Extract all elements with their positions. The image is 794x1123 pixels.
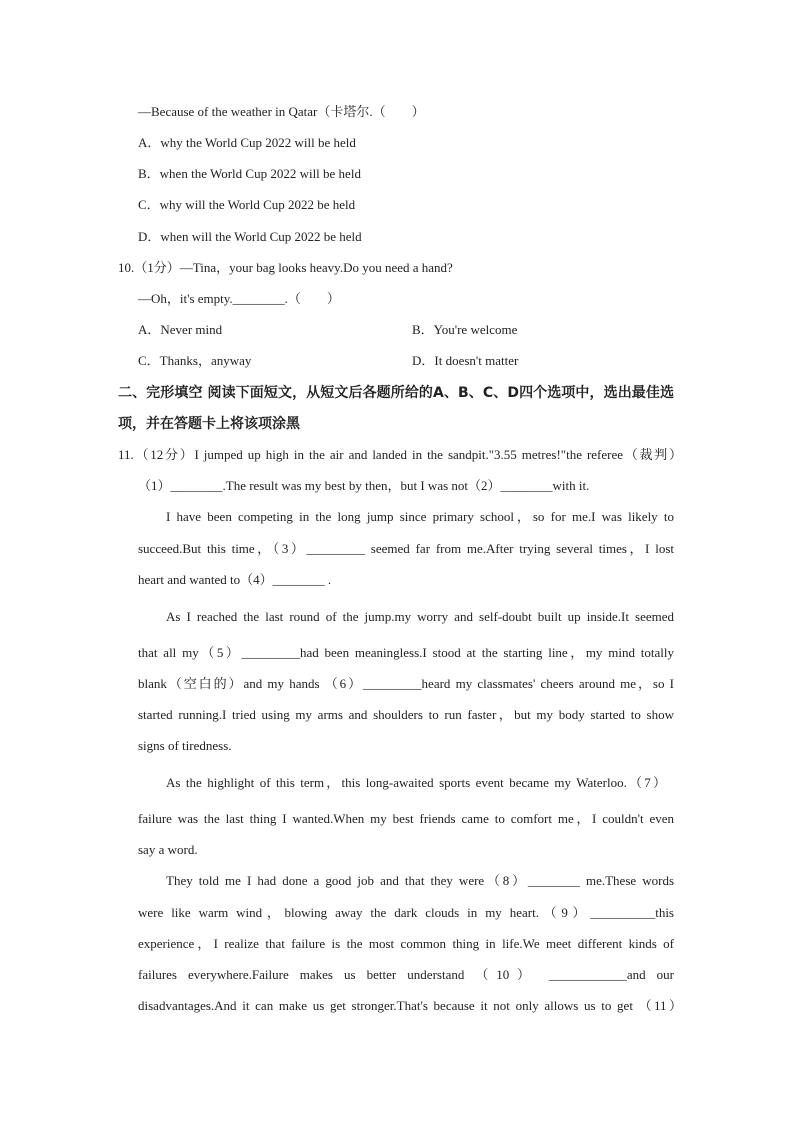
q11-line-4: succeed.But this time，（3）_________ seemed far from me.After trying several times，I lost (138, 541, 674, 556)
section-heading: 二、完形填空 阅读下面短文，从短文后各题所给的A、B、C、D四个选项中，选出最佳选 (118, 385, 674, 401)
q11-line-1: 11.（12分）I jumped up high in the air and landed in the sandpit."3.55 metres!"the referee（裁判） (118, 447, 682, 462)
q10-option-a[interactable]: A．Never mind (138, 322, 223, 337)
q10-option-b[interactable]: B．You're welcome (412, 322, 518, 337)
q10-option-c[interactable]: C．Thanks，anyway (138, 353, 252, 368)
q11-line-5: heart and wanted to（4）________ . (138, 572, 332, 587)
q11-line-6: As I reached the last round of the jump.my worry and self-doubt built up inside.It seemed (166, 609, 674, 624)
q11-line-8: blank（空白的）and my hands （6）_________heard my classmates' cheers around me，so I (138, 676, 674, 691)
q10-option-d[interactable]: D．It doesn't matter (412, 353, 519, 368)
section-heading-cont: 项，并在答题卡上将该项涂黑 (118, 416, 300, 432)
q9-option-b[interactable]: B．when the World Cup 2022 will be held (138, 166, 361, 181)
q9-option-d[interactable]: D．when will the World Cup 2022 be held (138, 229, 362, 244)
q11-line-18: disadvantages.And it can make us get stronger.That's because it not only allows us to get （11） (138, 998, 682, 1013)
q11-line-12: failure was the last thing I wanted.When my best friends came to comfort me，I couldn't even (138, 811, 674, 826)
q11-line-15: were like warm wind，blowing away the dark clouds in my heart.（9）__________this (138, 905, 674, 920)
q11-line-13: say a word. (138, 842, 198, 857)
q11-line-16: experience，I realize that failure is the most common thing in life.We meet different kinds of (138, 936, 674, 951)
q11-line-7: that all my（5）_________had been meaningless.I stood at the starting line，my mind totally (138, 645, 674, 660)
q11-line-2: （1）________.The result was my best by then，but I was not（2）________with it. (138, 478, 590, 493)
q11-line-10: signs of tiredness. (138, 738, 232, 753)
q9-answer-line: —Because of the weather in Qatar（卡塔尔.（ ） (138, 104, 425, 119)
q10-reply: —Oh，it's empty.________.（ ） (138, 291, 340, 306)
q11-line-11: As the highlight of this term，this long-awaited sports event became my Waterloo.（7） (166, 775, 666, 790)
q11-line-17: failures everywhere.Failure makes us better understand （10） ____________and our (138, 967, 674, 982)
q11-line-3: I have been competing in the long jump since primary school，so for me.I was likely to (166, 509, 674, 524)
q10-stem: 10.（1分）—Tina，your bag looks heavy.Do you need a hand? (118, 260, 453, 275)
q11-line-14: They told me I had done a good job and that they were（8）________ me.These words (166, 873, 674, 888)
q11-line-9: started running.I tried using my arms and shoulders to run faster，but my body started to show (138, 707, 674, 722)
q9-option-c[interactable]: C．why will the World Cup 2022 be held (138, 197, 356, 212)
q9-option-a[interactable]: A．why the World Cup 2022 will be held (138, 135, 356, 150)
